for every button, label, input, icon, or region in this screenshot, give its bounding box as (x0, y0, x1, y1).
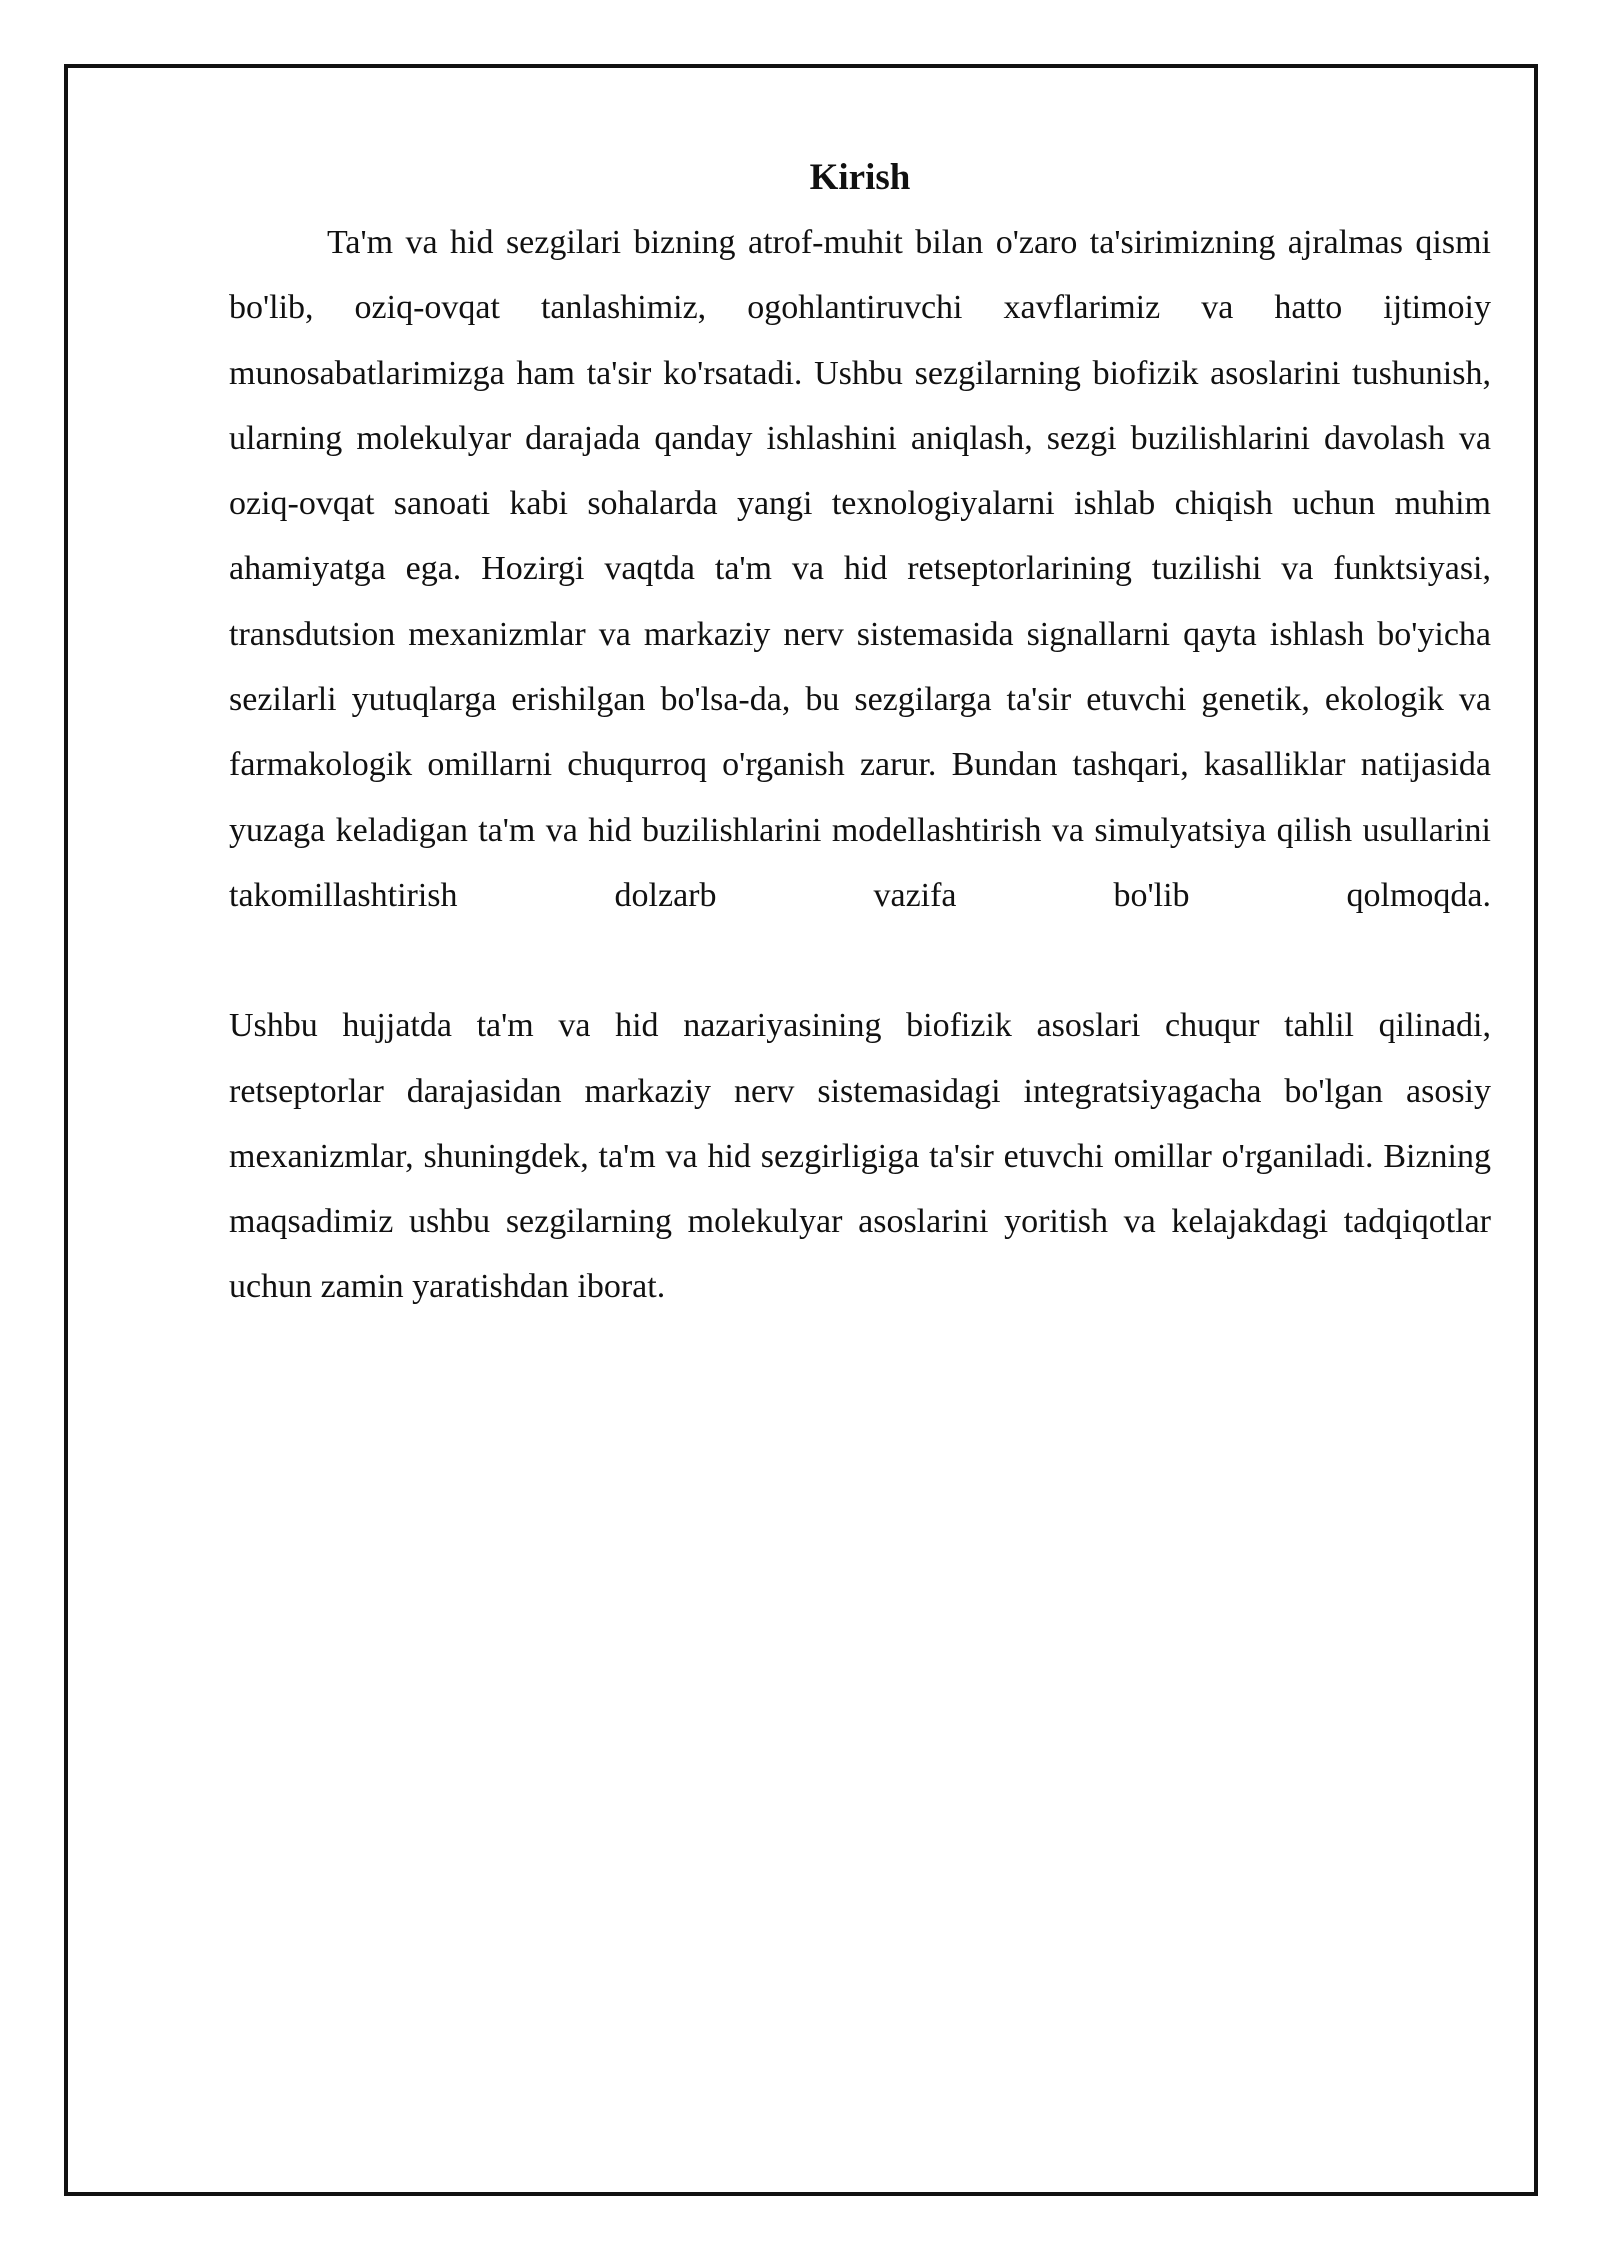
intro-paragraph-2: Ushbu hujjatda ta'm va hid nazariyasining biofizik asoslari chuqur tahlil qilinadi, retseptorlar darajasidan markaziy nerv sistemasidagi integratsiyagacha bo'lgan asosiy mexanizmlar, shuningdek, ta'm va hid sezgirligiga ta'sir etuvchi omillar o'rganiladi. Bizning maqsadimiz ushbu sezgilarning molekulyar asoslarini yoritish va kelajakdagi tadqiqotlar uchun zamin yaratishdan iborat. (229, 1007, 1491, 1306)
document-body (229, 146, 1491, 1320)
intro-paragraph-1: Ta'm va hid sezgilari bizning atrof-muhit bilan o'zaro ta'sirimizning ajralmas qismi bo'lib, oziq-ovqat tanlashimiz, ogohlantiruvchi xavflarimiz va hatto ijtimoiy munosabatlarimizga ham ta'sir ko'rsatadi. Ushbu sezgilarning biofizik asoslarini tushunish, ularning molekulyar darajada qanday ishlashini aniqlash, sezgi buzilishlarini davolash va oziq-ovqat sanoati kabi sohalarda yangi texnologiyalarni ishlab chiqish uchun muhim ahamiyatga ega. Hozirgi vaqtda ta'm va hid retseptorlarining tuzilishi va funktsiyasi, transdutsion mexanizmlar va markaziy nerv sistemasida signallarni qayta ishlash bo'yicha sezilarli yutuqlarga erishilgan bo'lsa-da, bu sezgilarga ta'sir etuvchi genetik, ekologik va farmakologik omillarni chuqurroq o'rganish zarur. Bundan tashqari, kasalliklar natijasida yuzaga keladigan ta'm va hid buzilishlarini modellashtirish va simulyatsiya qilish usullarini takomillashtirish dolzarb vazifa bo'lib qolmoqda. (229, 224, 1491, 914)
section-title: Kirish (809, 157, 911, 198)
